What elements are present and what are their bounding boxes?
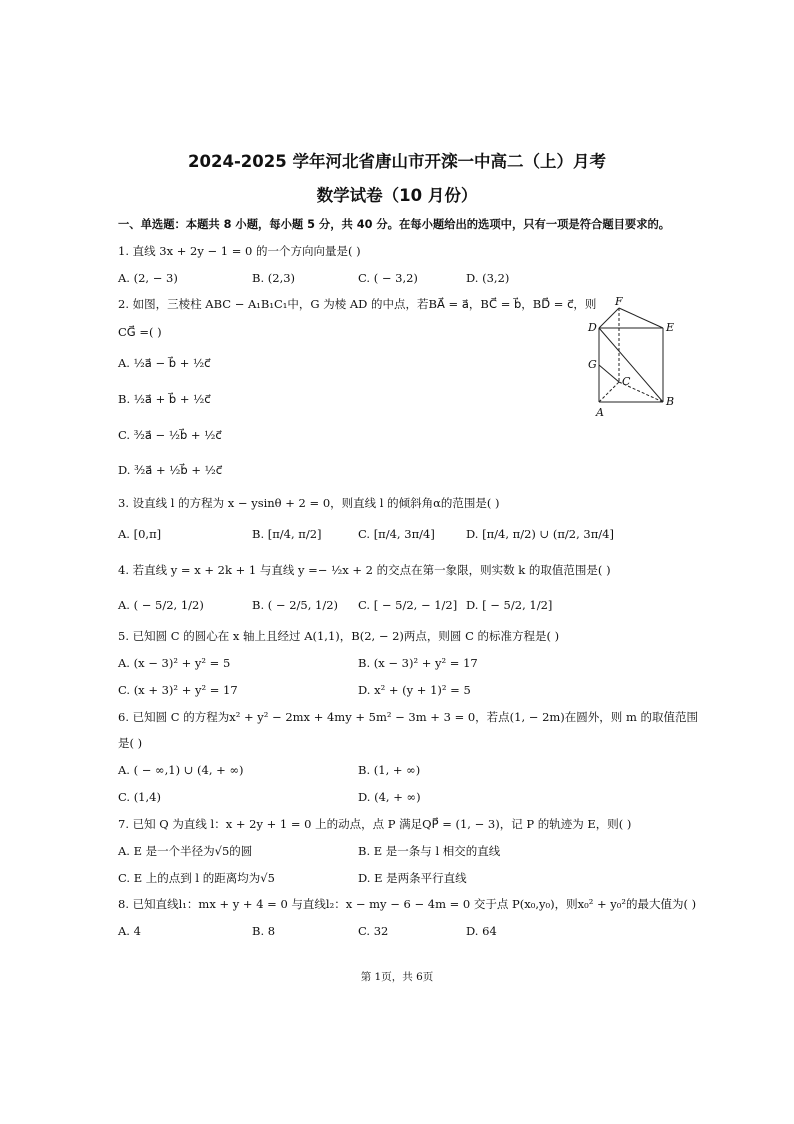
question-2-option-b: B. ½a⃗ + b⃗ + ½c⃗ bbox=[118, 392, 211, 406]
label-C: C bbox=[622, 375, 631, 388]
question-4-stem: 4. 若直线 y = x + 2k + 1 与直线 y =− ½x + 2 的交点在第一象限，则实数 k 的取值范围是( ) bbox=[118, 563, 611, 577]
question-2-option-a: A. ½a⃗ − b⃗ + ½c⃗ bbox=[118, 356, 211, 370]
question-6-stem: 6. 已知圆 C 的方程为x² + y² − 2mx + 4my + 5m² − 3m + 3 = 0，若点(1, − 2m)在圆外，则 m 的取值范围 bbox=[118, 710, 699, 724]
edge-DF bbox=[599, 308, 619, 328]
question-5-option-a: A. (x − 3)² + y² = 5 bbox=[118, 656, 231, 670]
edge-GC bbox=[599, 365, 619, 382]
page-title: 2024-2025 学年河北省唐山市开滦一中高二（上）月考 bbox=[188, 152, 606, 171]
question-5-option-b: B. (x − 3)² + y² = 17 bbox=[358, 656, 478, 670]
question-8-option-d: D. 64 bbox=[466, 924, 497, 938]
question-7-stem: 7. 已知 Q 为直线 l：x + 2y + 1 = 0 上的动点，点 P 满足QP⃗ = (1, − 3)，记 P 的轨迹为 E，则( ) bbox=[118, 817, 632, 831]
question-8-option-c: C. 32 bbox=[358, 924, 389, 938]
label-F: F bbox=[615, 295, 623, 308]
question-1-stem: 1. 直线 3x + 2y − 1 = 0 的一个方向向量是( ) bbox=[118, 244, 361, 258]
question-8-option-b: B. 8 bbox=[252, 924, 276, 938]
question-5-option-c: C. (x + 3)² + y² = 17 bbox=[118, 683, 238, 697]
question-5-stem: 5. 已知圆 C 的圆心在 x 轴上且经过 A(1,1)，B(2, − 2)两点，则圆 C 的标准方程是( ) bbox=[118, 629, 560, 643]
question-3-option-a: A. [0,π] bbox=[118, 527, 162, 541]
question-6-option-b: B. (1, + ∞) bbox=[358, 763, 421, 777]
question-6-stem-cont: 是( ) bbox=[118, 736, 143, 750]
question-7-option-c: C. E 上的点到 l 的距离均为√5 bbox=[118, 871, 275, 885]
question-5-option-d: D. x² + (y + 1)² = 5 bbox=[358, 683, 471, 697]
label-D: D bbox=[588, 321, 597, 334]
question-7-option-a: A. E 是一个半径为√5的圆 bbox=[118, 844, 253, 858]
question-4-option-d: D. [ − 5/2, 1/2] bbox=[466, 598, 553, 612]
question-8-stem: 8. 已知直线l₁：mx + y + 4 = 0 与直线l₂：x − my − 6 − 4m = 0 交于点 P(x₀,y₀)，则x₀² + y₀²的最大值为( ) bbox=[118, 897, 697, 911]
label-A: A bbox=[596, 406, 604, 419]
page-subtitle: 数学试卷（10 月份） bbox=[316, 186, 478, 205]
question-8-option-a: A. 4 bbox=[118, 924, 141, 938]
question-1-option-d: D. (3,2) bbox=[466, 271, 510, 285]
question-3-option-c: C. [π/4, 3π/4] bbox=[358, 527, 435, 541]
question-2-option-c: C. ³⁄₂a⃗ − ½b⃗ + ½c⃗ bbox=[118, 428, 222, 442]
question-2-stem-cont: CG⃗ =( ) bbox=[118, 325, 162, 339]
question-6-option-c: C. (1,4) bbox=[118, 790, 161, 804]
edge-FE bbox=[619, 308, 663, 328]
question-3-option-d: D. [π/4, π/2) ∪ (π/2, 3π/4] bbox=[466, 527, 614, 541]
prism-figure bbox=[586, 294, 686, 420]
question-3-option-b: B. [π/4, π/2] bbox=[252, 527, 322, 541]
page-footer: 第 1页，共 6页 bbox=[360, 971, 434, 983]
question-2-stem: 2. 如图，三棱柱 ABC − A₁B₁C₁中，G 为棱 AD 的中点，若BA⃗ = a⃗，BC⃗ = b⃗，BD⃗ = c⃗，则 bbox=[118, 297, 597, 311]
question-1-option-a: A. (2, − 3) bbox=[118, 271, 178, 285]
question-3-stem: 3. 设直线 l 的方程为 x − ysinθ + 2 = 0，则直线 l 的倾斜角α的范围是( ) bbox=[118, 496, 500, 510]
question-4-option-a: A. ( − 5/2, 1/2) bbox=[118, 598, 204, 612]
question-1-option-b: B. (2,3) bbox=[252, 271, 296, 285]
label-G: G bbox=[588, 358, 597, 371]
label-B: B bbox=[666, 395, 675, 408]
question-7-option-d: D. E 是两条平行直线 bbox=[358, 871, 467, 885]
question-2-option-d: D. ³⁄₂a⃗ + ½b⃗ + ½c⃗ bbox=[118, 463, 223, 477]
question-6-option-d: D. (4, + ∞) bbox=[358, 790, 421, 804]
edge-AC bbox=[599, 382, 619, 402]
label-E: E bbox=[666, 321, 675, 334]
question-1-option-c: C. ( − 3,2) bbox=[358, 271, 418, 285]
question-6-option-a: A. ( − ∞,1) ∪ (4, + ∞) bbox=[118, 763, 244, 777]
question-4-option-b: B. ( − 2/5, 1/2) bbox=[252, 598, 339, 612]
question-7-option-b: B. E 是一条与 l 相交的直线 bbox=[358, 844, 501, 858]
question-4-option-c: C. [ − 5/2, − 1/2] bbox=[358, 598, 458, 612]
edge-DB bbox=[599, 328, 663, 402]
section-heading: 一、单选题：本题共 8 小题，每小题 5 分，共 40 分。在每小题给出的选项中，只有一项是符合题目要求的。 bbox=[118, 218, 671, 231]
